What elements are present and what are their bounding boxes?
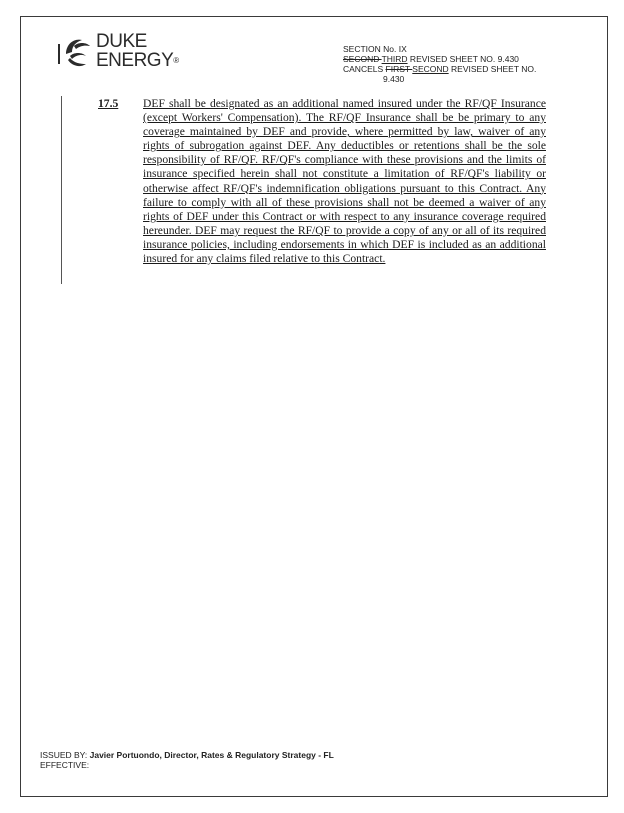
sheet-line — [343, 54, 563, 64]
duke-energy-flame-icon — [56, 30, 96, 76]
cancels-label: CANCELS — [343, 64, 386, 74]
section-label: SECTION No. IX — [343, 44, 407, 54]
sheet-prefix-new: THIRD — [381, 54, 408, 64]
duke-energy-logo — [56, 30, 179, 76]
section-number: 17.5 — [98, 97, 119, 110]
section-paragraph: DEF shall be designated as an additional named insured under the RF/QF Insurance (except Workers' Compensation). The RF/QF Insurance shall be be primary to any coverage maintained by DEF and provide, where permitted by law, waiver of any rights of subrogation against DEF. Any deductibles or retentions shall be the sole responsibility of RF/QF. RF/QF's compliance with these provisions and the limits of insurance specified herein shall not constitute a limitation of RF/QF's liability or otherwise affect RF/QF's indemnification obligations pursuant to this Contract. Any failure to comply with all of these provisions shall not be deemed a waiver of any rights of DEF under this Contract or with respect to any insurance coverage required hereunder. DEF may request the RF/QF to provide a copy of any or all of its required insurance policies, including endorsements in which DEF is included as an additional insured for any claims filed relative to this Contract. — [143, 97, 546, 266]
sheet-header — [343, 44, 563, 84]
cancels-suffix: REVISED SHEET NO. — [448, 64, 537, 74]
section-17-5 — [98, 97, 546, 266]
issued-by-line — [40, 750, 334, 760]
logo-line1: DUKE — [96, 31, 147, 52]
sheet-suffix: REVISED SHEET NO. 9.430 — [407, 54, 519, 64]
footer — [40, 750, 334, 770]
sheet-prefix-struck: SECOND — [343, 54, 382, 64]
cancels-new: SECOND — [412, 64, 449, 74]
revision-change-bar — [61, 96, 62, 284]
issued-label: ISSUED BY: — [40, 750, 90, 760]
cancels-struck: FIRST — [385, 64, 413, 74]
logo-reg-mark: ® — [173, 56, 179, 65]
issued-value: Javier Portuondo, Director, Rates & Regulatory Strategy - FL — [89, 750, 334, 760]
logo-wordmark — [96, 32, 179, 70]
cancels-sheet-no: 9.430 — [383, 74, 405, 84]
logo-line2: ENERGY — [96, 50, 174, 71]
effective-line: EFFECTIVE: — [40, 760, 90, 770]
cancels-line — [343, 64, 563, 74]
